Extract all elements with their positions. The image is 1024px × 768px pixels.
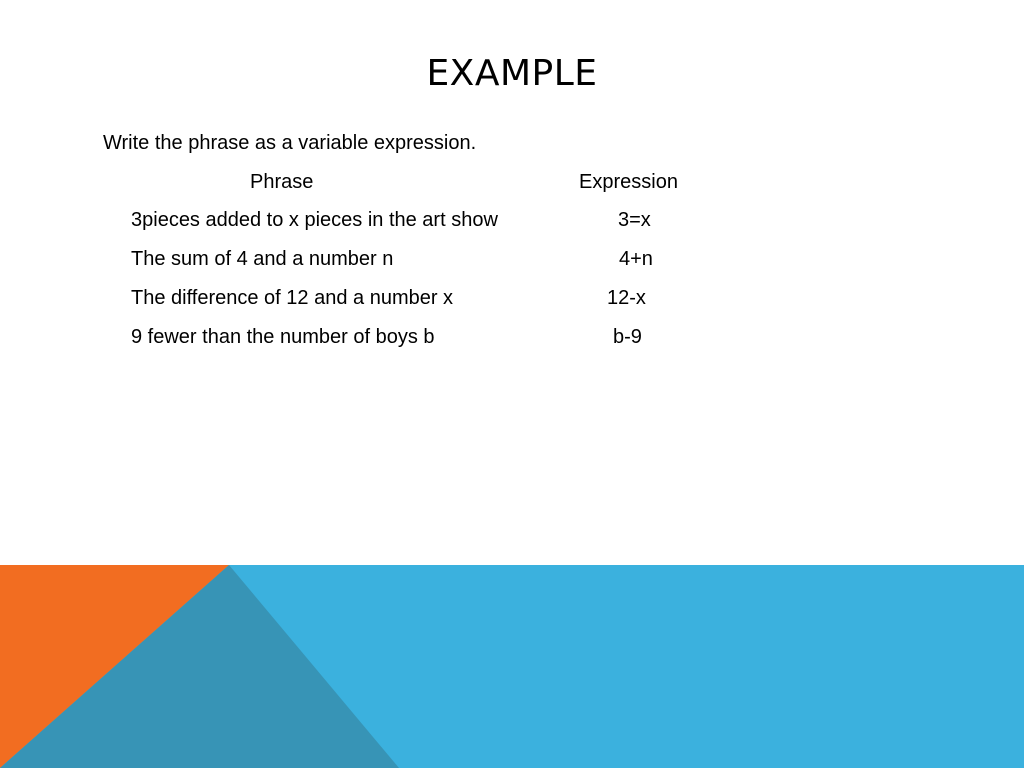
expression-cell: 4+n bbox=[619, 248, 653, 270]
expression-cell: 12-x bbox=[607, 287, 646, 309]
expression-column-header: Expression bbox=[579, 171, 678, 193]
phrase-cell: The sum of 4 and a number n bbox=[131, 248, 394, 270]
phrase-cell: 3pieces added to x pieces in the art show bbox=[131, 209, 498, 231]
instruction-text: Write the phrase as a variable expression. bbox=[103, 132, 477, 154]
phrase-cell: The difference of 12 and a number x bbox=[131, 287, 454, 309]
expression-cell: b-9 bbox=[613, 326, 642, 348]
expression-cell: 3=x bbox=[618, 209, 651, 231]
decorative-footer-band bbox=[0, 565, 1024, 768]
slide-title: EXAMPLE bbox=[426, 53, 598, 94]
phrase-cell: 9 fewer than the number of boys b bbox=[131, 326, 435, 348]
phrase-column-header: Phrase bbox=[250, 171, 314, 193]
